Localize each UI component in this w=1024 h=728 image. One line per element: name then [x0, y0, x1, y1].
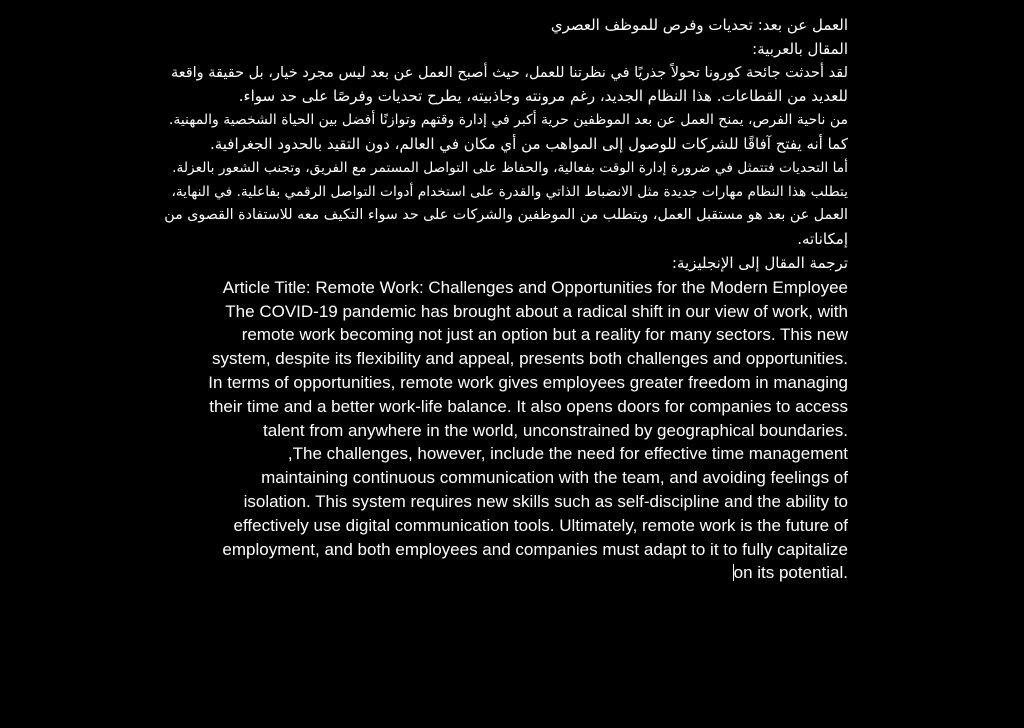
english-paragraph-line: .talent from anywhere in the world, unconstrained by geographical boundaries	[263, 420, 848, 440]
english-paragraph-line: The challenges, however, include the need for effective time management,	[287, 444, 848, 464]
english-paragraph-line: remote work becoming not just an option but a reality for many sectors. This new	[241, 325, 848, 345]
arabic-article-title: العمل عن بعد: تحديات وفرص للموظف العصري	[550, 16, 848, 34]
english-paragraph-line: employment, and both employees and companies must adapt to it to fully capitalize	[222, 539, 848, 559]
english-last-line	[160, 561, 848, 585]
arabic-article-heading: المقال بالعربية:	[752, 39, 848, 58]
english-paragraph-line: their time and a better work-life balance. It also opens doors for companies to access	[209, 396, 848, 416]
english-article-title: Article Title: Remote Work: Challenges and Opportunities for the Modern Employee	[222, 277, 848, 297]
arabic-paragraph-line: للعديد من القطاعات. هذا النظام الجديد، رغم مرونته وجاذبيته، يطرح تحديات وفرصًا على حد سواء.	[238, 87, 848, 106]
english-last-line-text: .on its potential	[733, 563, 848, 583]
english-paragraph-line: The COVID-19 pandemic has brought about a radical shift in our view of work, with	[225, 301, 848, 321]
arabic-paragraph-line: إمكاناته.	[797, 230, 848, 249]
arabic-paragraph-line: يتطلب هذا النظام مهارات جديدة مثل الانضباط الذاتي والقدرة على استخدام أدوات التواصل الرقمي بفاعلية. في النهاية،	[171, 183, 848, 200]
english-paragraph-line: In terms of opportunities, remote work gives employees greater freedom in managing	[208, 372, 848, 392]
english-paragraph-line: isolation. This system requires new skills such as self-discipline and the ability to	[243, 491, 848, 511]
arabic-paragraph-line: كما أنه يفتح آفاقًا للشركات للوصول إلى المواهب من أي مكان في العالم، دون التقيد بالحدود الجغرافية.	[209, 134, 848, 153]
arabic-paragraph-line: أما التحديات فتتمثل في ضرورة إدارة الوقت بفعالية، والحفاظ على التواصل المستمر مع الفريق، وتجنب الشعور بالعزلة.	[172, 159, 848, 176]
translation-heading: ترجمة المقال إلى الإنجليزية:	[671, 253, 848, 272]
arabic-paragraph-line: من ناحية الفرص، يمنح العمل عن بعد الموظفين حرية أكبر في إدارة وقتهم وتوازنًا أفضل بين الحياة الشخصية والمهنية.	[168, 112, 848, 129]
english-paragraph-line: effectively use digital communication tools. Ultimately, remote work is the future of	[233, 515, 848, 535]
english-paragraph-line: maintaining continuous communication with the team, and avoiding feelings of	[261, 468, 848, 488]
english-paragraph-line: .system, despite its flexibility and appeal, presents both challenges and opportunities	[211, 349, 848, 369]
arabic-paragraph-line: لقد أحدثت جائحة كورونا تحولاً جذريًا في نظرتنا للعمل، حيث أصبح العمل عن بعد ليس مجرد خيار، بل حقيقة واقعة	[170, 64, 848, 81]
arabic-paragraph-line: العمل عن بعد هو مستقبل العمل، ويتطلب من الموظفين والشركات على حد سواء التكيف معه للاستفادة القصوى من	[164, 207, 848, 224]
text-editor-area[interactable]	[160, 14, 848, 585]
